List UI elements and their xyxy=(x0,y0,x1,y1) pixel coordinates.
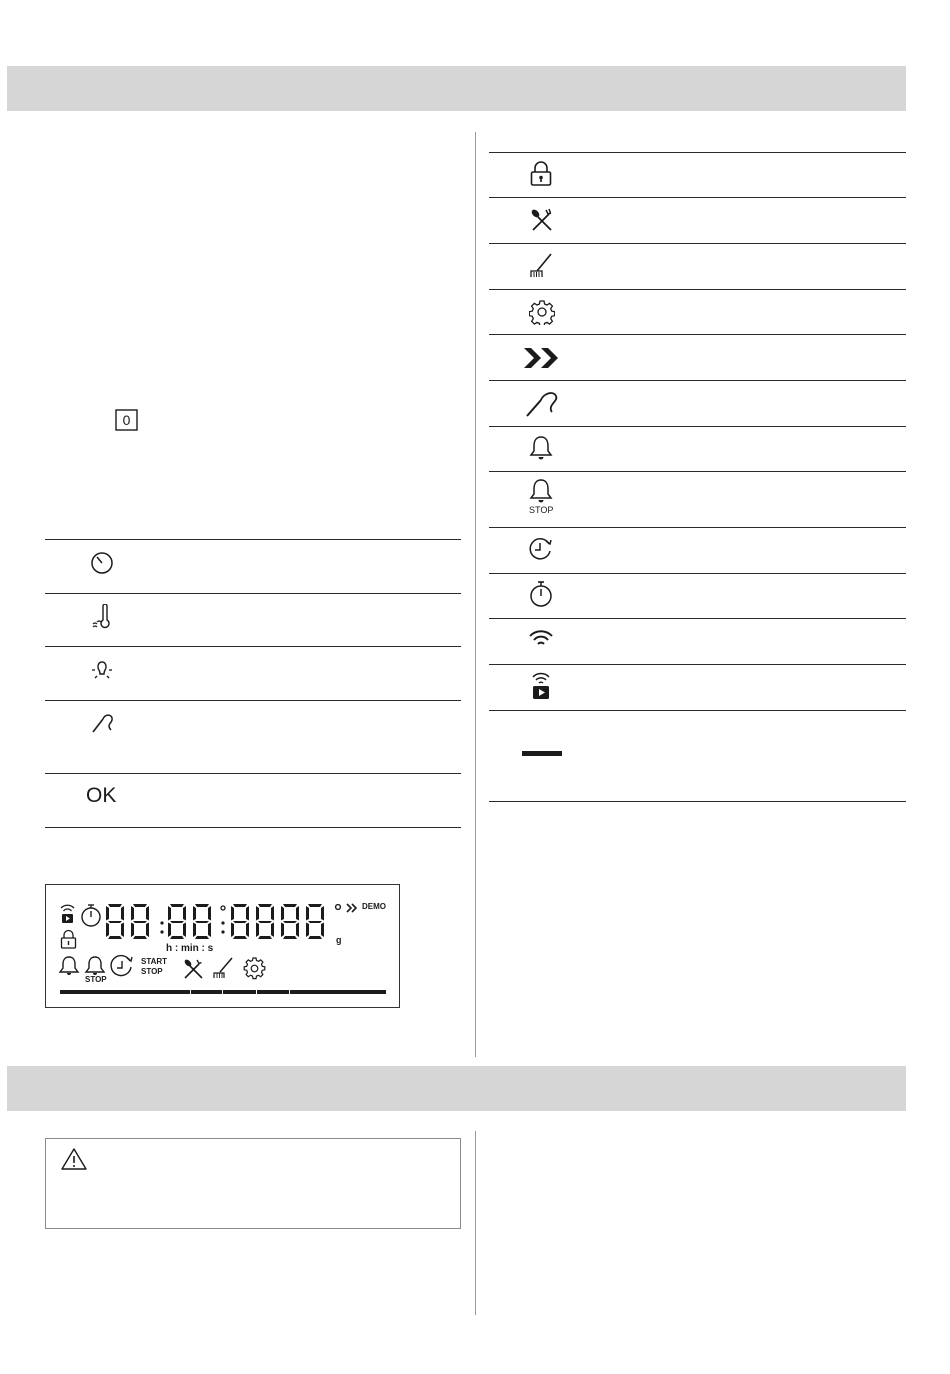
remote-start-icon xyxy=(530,671,552,701)
cutlery-icon xyxy=(529,207,555,233)
display-digits-hours xyxy=(106,904,149,939)
settings-gear-icon xyxy=(529,299,555,325)
display-bell-icon xyxy=(60,957,78,975)
display-bell-stop-icon xyxy=(86,957,104,975)
lamp-icon xyxy=(90,658,114,682)
left-symbol-table xyxy=(45,539,461,827)
display-fast-forward-icon xyxy=(347,904,356,912)
lock-icon xyxy=(529,161,553,187)
ok-icon: OK xyxy=(86,784,117,807)
zero-key-label: 0 xyxy=(122,412,131,428)
timer-dial-icon xyxy=(90,551,114,575)
cleaning-brush-icon xyxy=(529,251,555,279)
display-demo-label: DEMO xyxy=(362,902,386,911)
table-row xyxy=(45,539,461,594)
table-row xyxy=(489,426,906,472)
table-row xyxy=(489,710,906,802)
warning-triangle-icon xyxy=(60,1147,88,1171)
delayed-start-icon xyxy=(527,536,555,562)
table-row xyxy=(489,471,906,528)
warning-box xyxy=(45,1138,461,1229)
display-bell-stop-label: STOP xyxy=(85,975,107,984)
section-header-bar-2 xyxy=(7,1066,906,1111)
stopwatch-icon xyxy=(529,580,553,608)
table-row xyxy=(489,527,906,574)
table-row xyxy=(489,152,906,198)
display-remote-start-icon xyxy=(61,905,74,923)
table-row xyxy=(489,380,906,427)
fast-forward-chevrons-icon xyxy=(522,346,564,370)
column-divider xyxy=(475,132,476,1057)
table-row xyxy=(489,618,906,665)
display-gram-label: g xyxy=(336,935,342,945)
display-cleaning-brush-icon xyxy=(214,958,232,978)
display-digits-minutes xyxy=(168,904,211,939)
table-row xyxy=(489,289,906,335)
bell-icon xyxy=(529,434,553,462)
progress-bar-icon xyxy=(522,751,562,757)
meat-probe-icon xyxy=(525,388,561,418)
core-temperature-icon xyxy=(90,604,114,630)
display-illustration xyxy=(45,884,400,1008)
table-row xyxy=(45,773,461,828)
wifi-icon xyxy=(527,628,555,650)
display-delayed-start-icon xyxy=(111,956,132,976)
column-divider-2 xyxy=(475,1131,476,1315)
food-sensor-icon xyxy=(90,711,116,735)
table-row xyxy=(489,334,906,381)
section-header-bar xyxy=(7,66,906,111)
display-stop-label: STOP xyxy=(141,967,163,976)
display-digits-seconds xyxy=(231,904,324,939)
display-lock-icon xyxy=(62,931,76,949)
display-time-format-label: h : min : s xyxy=(166,943,214,954)
table-row xyxy=(489,664,906,711)
right-symbol-table xyxy=(489,152,906,802)
display-colon-1 xyxy=(160,921,163,933)
display-start-label: START xyxy=(141,957,168,966)
display-settings-gear-icon xyxy=(244,958,265,979)
display-degree-symbol xyxy=(336,905,341,910)
display-stopwatch-icon xyxy=(82,905,100,926)
table-row xyxy=(489,197,906,244)
table-row xyxy=(489,573,906,619)
table-row xyxy=(45,593,461,647)
bell-stop-label: STOP xyxy=(529,505,554,515)
display-cutlery-icon xyxy=(183,958,202,978)
table-row xyxy=(489,243,906,290)
display-colon-2 xyxy=(221,906,225,934)
bell-stop-icon xyxy=(529,478,553,504)
zero-key-icon xyxy=(115,409,138,431)
table-row xyxy=(45,700,461,774)
table-row xyxy=(45,646,461,701)
display-progress-bar xyxy=(60,990,386,994)
